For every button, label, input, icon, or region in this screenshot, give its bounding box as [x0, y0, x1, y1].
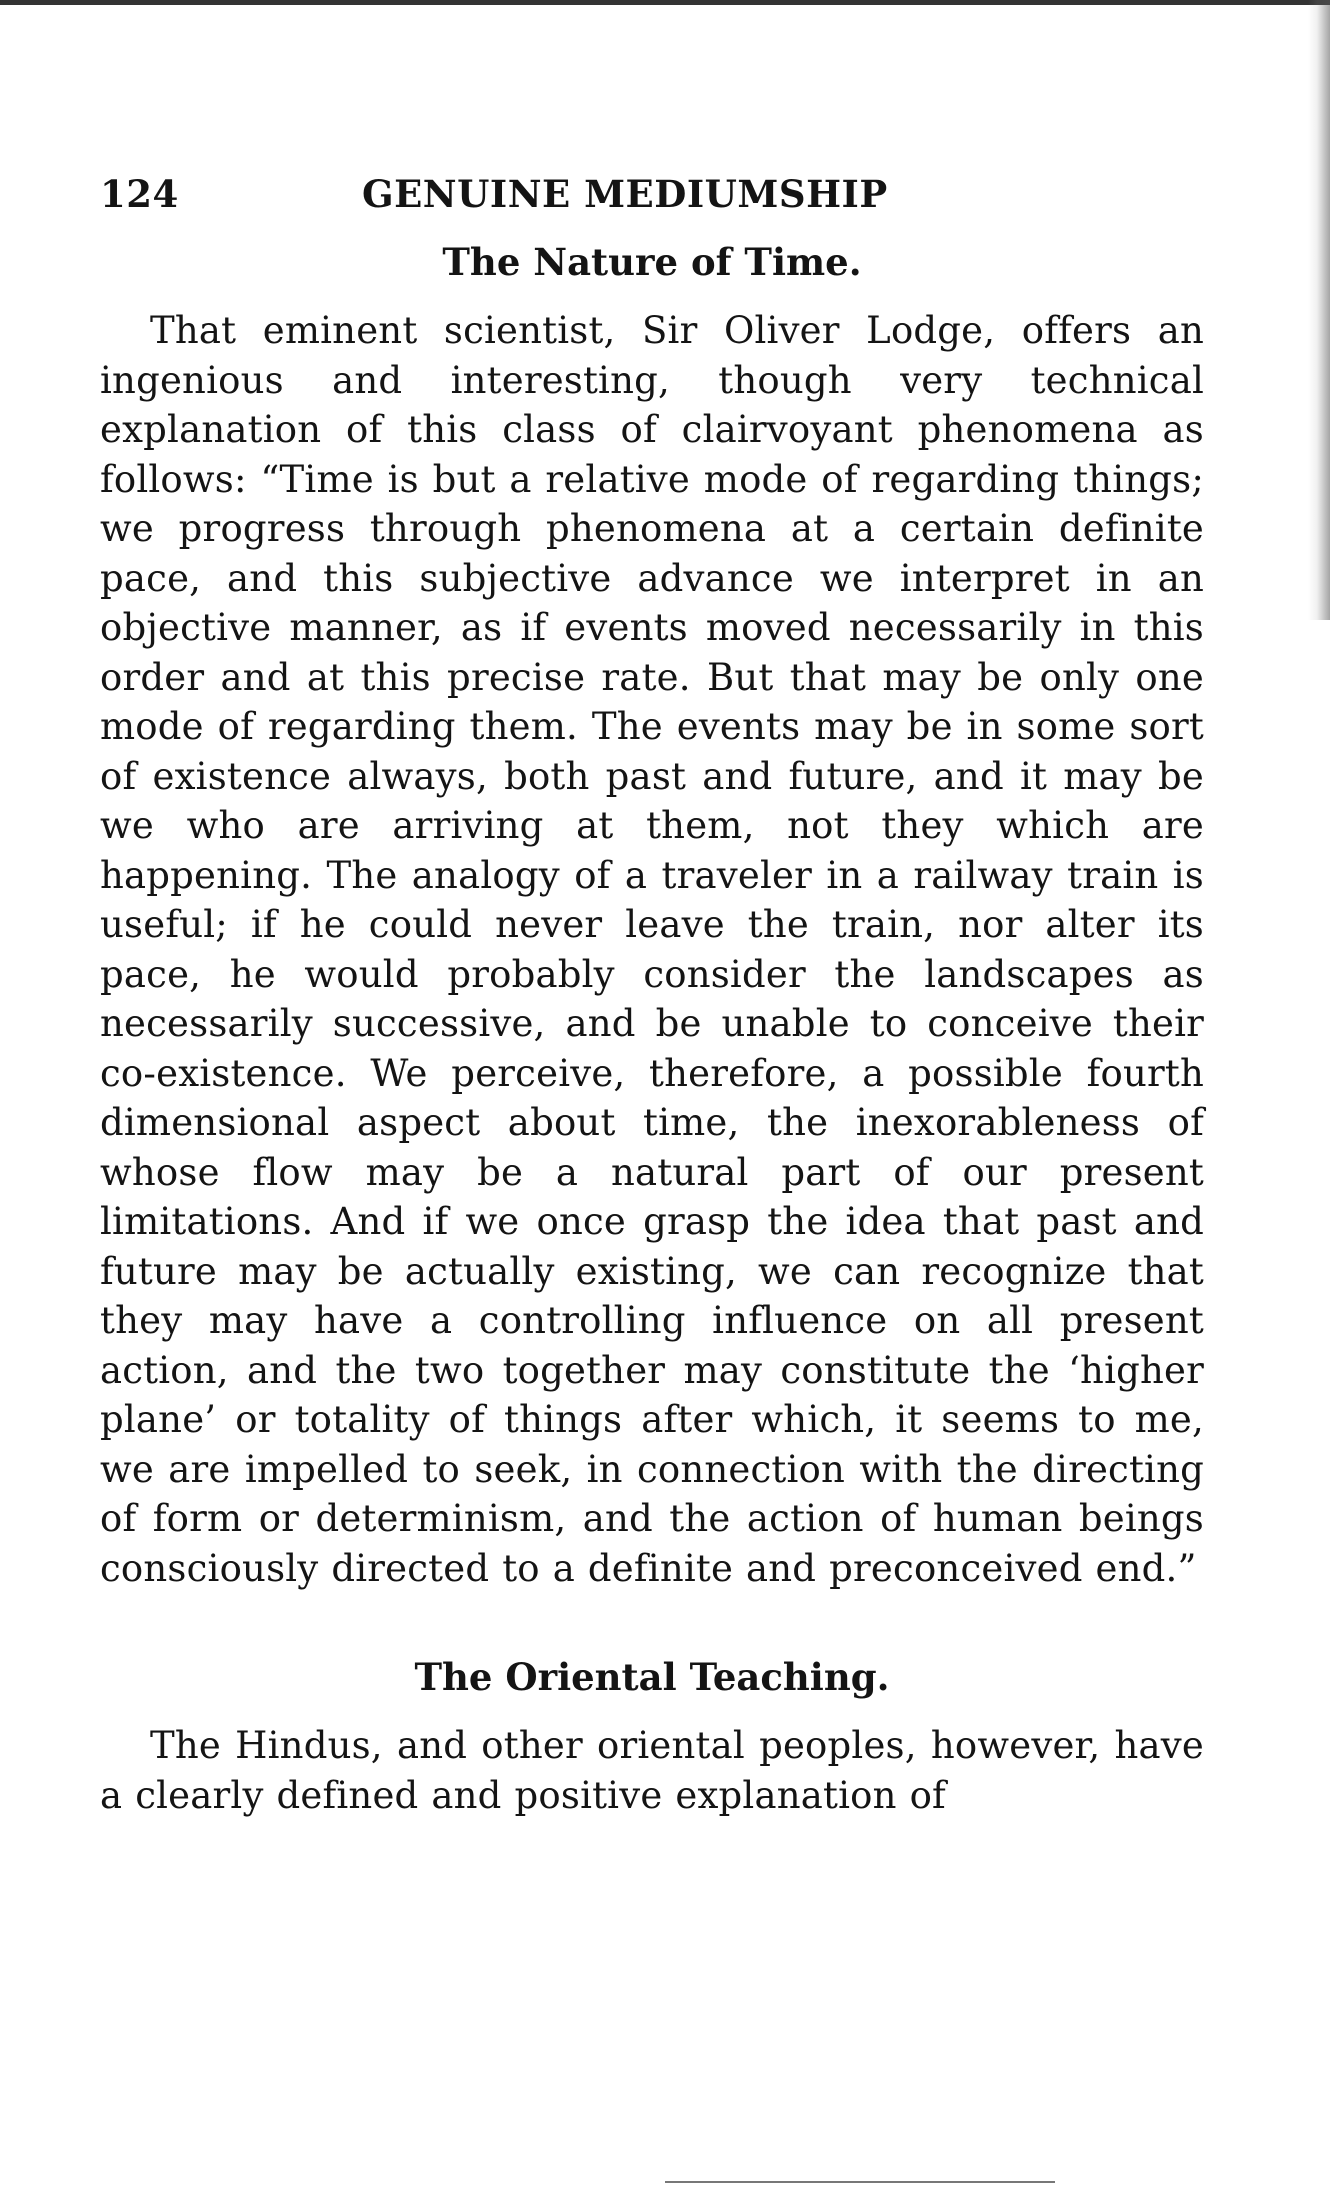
book-page	[100, 150, 1204, 1820]
paragraph-nature-of-time: That eminent scientist, Sir Oliver Lodge, offers an ingenious and interesting, though very technical explanation of this class of clairvoyant phenomena as follows: “Time is but a relative mode of regarding things; we progress through phenomena at a certain definite pace, and this subjective advance we interpret in an objective manner, as if events moved necessarily in this order and at this precise rate. But that may be only one mode of regarding them. The events may be in some sort of existence always, both past and future, and it may be we who are arriving at them, not they which are happening. The analogy of a traveler in a railway train is useful; if he could never leave the train, nor alter its pace, he would probably consider the landscapes as necessarily successive, and be unable to conceive their co-existence. We perceive, therefore, a possible fourth dimensional aspect about time, the inexorableness of whose flow may be a natural part of our present limitations. And if we once grasp the idea that past and future may be actually existing, we can recognize that they may have a controlling influence on all present action, and the two together may constitute the ‘higher plane’ or totality of things after which, it seems to me, we are impelled to seek, in connection with the directing of form or determinism, and the action of human beings consciously directed to a definite and preconceived end.”	[100, 309, 1204, 1590]
running-title: GENUINE MEDIUMSHIP	[362, 172, 888, 216]
bottom-page-rule	[665, 2181, 1055, 2183]
top-page-edge	[0, 0, 1330, 5]
running-header	[100, 150, 1204, 220]
section-heading-nature-of-time: The Nature of Time.	[442, 240, 862, 284]
paragraph-oriental-teaching: The Hindus, and other oriental peoples, however, have a clearly defined and positive explanation of	[100, 1724, 1204, 1817]
section-heading-oriental-teaching: The Oriental Teaching.	[414, 1655, 890, 1699]
page-edge-shadow	[1308, 0, 1330, 620]
page-number: 124	[100, 172, 179, 216]
